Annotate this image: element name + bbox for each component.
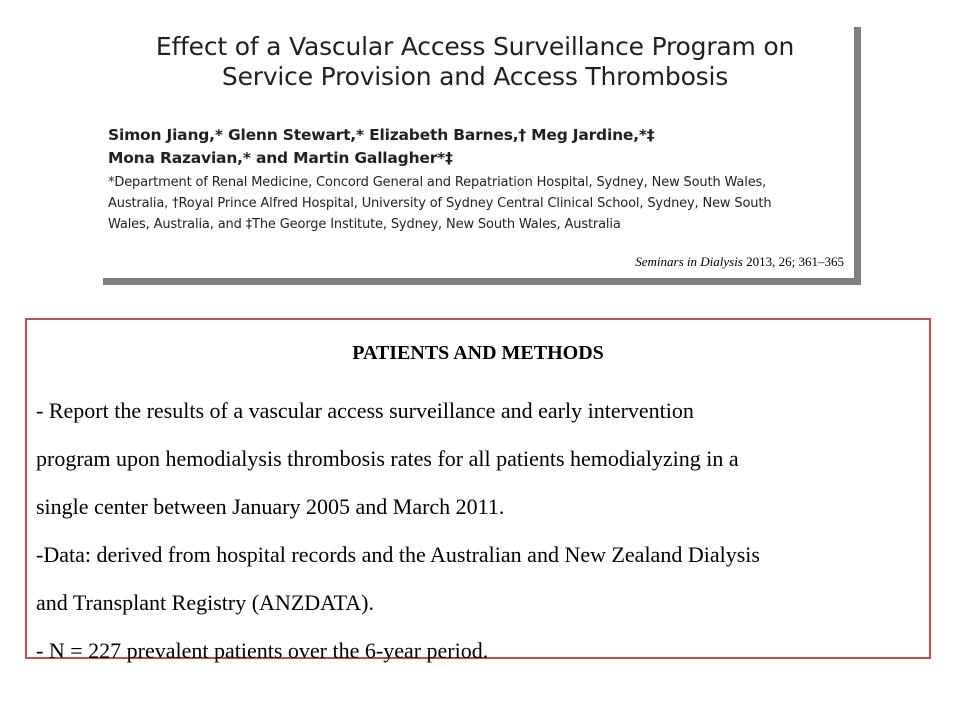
author-line: Mona Razavian,* and Martin Gallagher*‡ bbox=[108, 149, 453, 167]
methods-text bbox=[36, 387, 760, 675]
paper-header-image bbox=[96, 20, 854, 278]
methods-line: single center between January 2005 and March 2011. bbox=[36, 494, 505, 519]
paper-authors bbox=[108, 124, 654, 170]
methods-line: - N = 227 prevalent patients over the 6-year period. bbox=[36, 638, 489, 663]
methods-box bbox=[25, 318, 931, 663]
paper-title bbox=[96, 32, 854, 92]
paper-title-line: Service Provision and Access Thrombosis bbox=[221, 62, 729, 91]
affiliation-line: Australia, †Royal Prince Alfred Hospital, University of Sydney Central Clinical School, Sydney, New South bbox=[108, 196, 772, 211]
affiliation-line: *Department of Renal Medicine, Concord General and Repatriation Hospital, Sydney, New South Wales, bbox=[108, 175, 767, 190]
methods-line: and Transplant Registry (ANZDATA). bbox=[36, 590, 374, 615]
citation-journal: Seminars in Dialysis bbox=[635, 254, 743, 269]
citation-details: 2013, 26; 361–365 bbox=[742, 254, 844, 269]
methods-line: - Report the results of a vascular access surveillance and early intervention bbox=[36, 398, 694, 423]
methods-line: -Data: derived from hospital records and the Australian and New Zealand Dialysis bbox=[36, 542, 760, 567]
paper-citation bbox=[635, 254, 844, 270]
affiliation-line: Wales, Australia, and ‡The George Institute, Sydney, New South Wales, Australia bbox=[108, 217, 621, 232]
paper-affiliations bbox=[108, 172, 771, 235]
author-line: Simon Jiang,* Glenn Stewart,* Elizabeth Barnes,† Meg Jardine,*‡ bbox=[108, 126, 655, 144]
methods-line: program upon hemodialysis thrombosis rates for all patients hemodialyzing in a bbox=[36, 446, 739, 471]
methods-heading: PATIENTS AND METHODS bbox=[352, 342, 604, 364]
paper-title-line: Effect of a Vascular Access Surveillance Program on bbox=[155, 32, 795, 61]
